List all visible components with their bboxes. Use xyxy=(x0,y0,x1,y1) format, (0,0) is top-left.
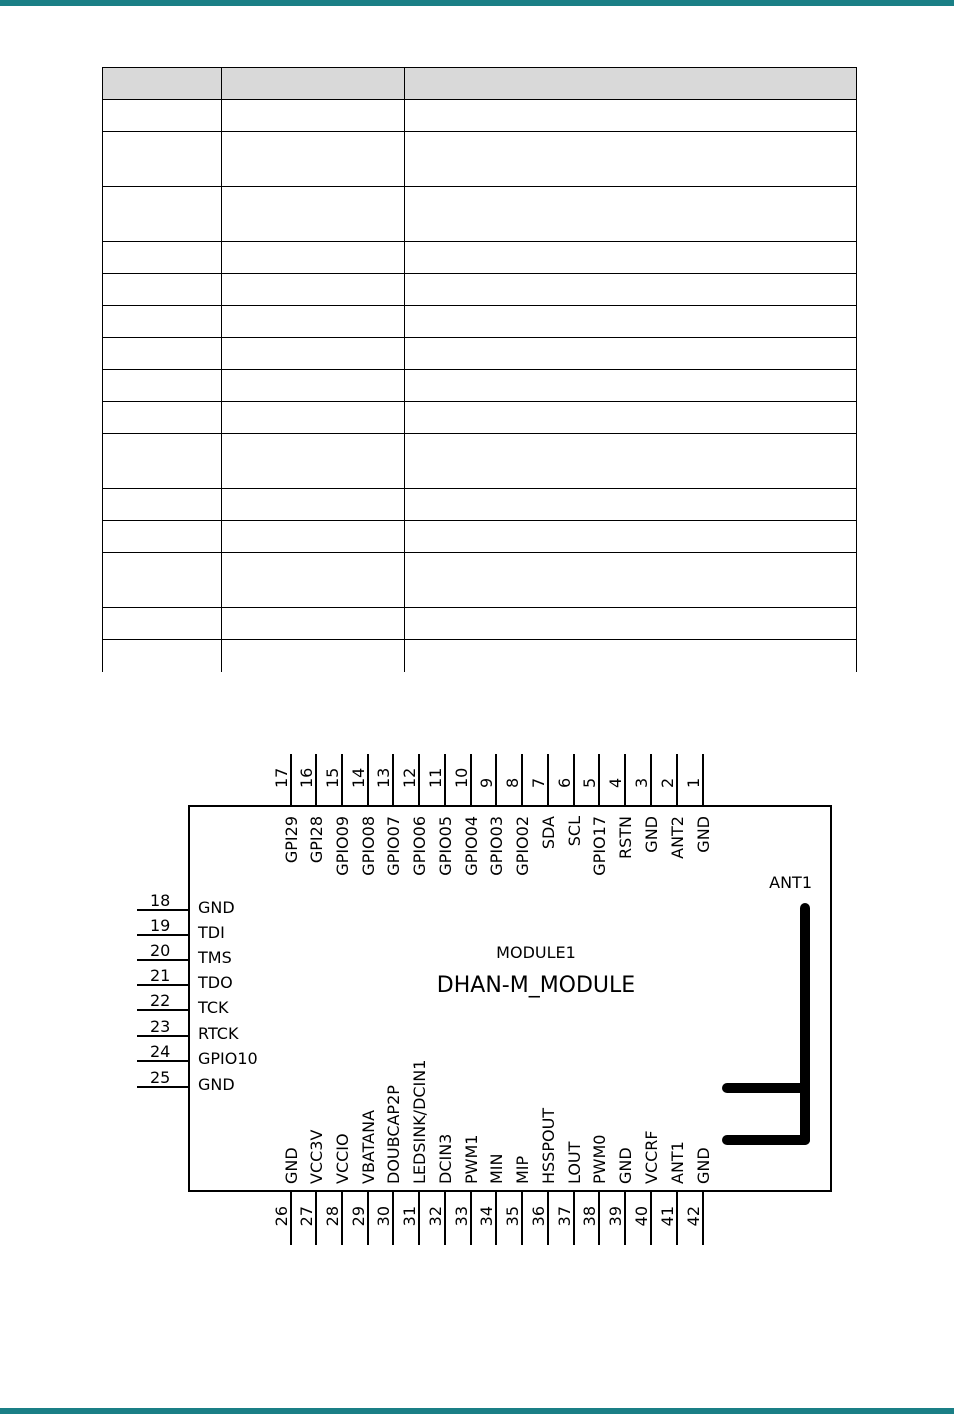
pin-number: 13 xyxy=(374,767,393,788)
pin-label: PWM0 xyxy=(590,1134,609,1184)
pin-label: ANT1 xyxy=(668,1141,687,1184)
table-row xyxy=(103,608,857,640)
pin-number: 36 xyxy=(529,1206,548,1227)
pin-number: 25 xyxy=(150,1068,171,1087)
pin-label: TCK xyxy=(198,998,229,1017)
pin-label: TDI xyxy=(198,923,225,942)
table-row xyxy=(103,402,857,434)
pin-number: 38 xyxy=(580,1206,599,1227)
pin-number: 6 xyxy=(555,777,574,788)
pin-label: GPIO07 xyxy=(384,816,403,876)
table-row xyxy=(103,489,857,521)
pin-number: 10 xyxy=(452,767,471,788)
table-cell xyxy=(222,402,405,434)
pin-label: RTCK xyxy=(198,1024,239,1043)
table-cell xyxy=(103,608,222,640)
table-cell xyxy=(405,640,857,673)
pin-label: VBATANA xyxy=(359,1109,378,1184)
pin-label: MIP xyxy=(513,1155,532,1184)
pin-label: LOUT xyxy=(565,1141,584,1184)
table-cell xyxy=(103,338,222,370)
top-pin-group xyxy=(272,754,713,876)
table-cell xyxy=(405,402,857,434)
table-cell xyxy=(222,132,405,187)
pin-label: SDA xyxy=(539,816,558,850)
bottom-pin-group xyxy=(272,1060,713,1245)
pin-label: GPIO03 xyxy=(487,816,506,876)
pin-label: ANT2 xyxy=(668,816,687,859)
table-cell xyxy=(222,370,405,402)
table-row xyxy=(103,187,857,242)
table-cell xyxy=(405,306,857,338)
table-cell xyxy=(405,608,857,640)
pin-number: 1 xyxy=(684,777,703,788)
pin-number: 29 xyxy=(349,1206,368,1227)
table-header-cell xyxy=(103,68,222,100)
pin-number: 4 xyxy=(606,777,625,788)
table-cell xyxy=(222,306,405,338)
pin-label: SCL xyxy=(565,816,584,847)
pin-label: GPIO02 xyxy=(513,816,532,876)
table-cell xyxy=(222,489,405,521)
pin-label: GND xyxy=(282,1147,301,1184)
pin-label: VCCRF xyxy=(642,1130,661,1184)
pin-number: 7 xyxy=(529,777,548,788)
table-cell xyxy=(405,274,857,306)
pin-label: GPIO05 xyxy=(436,816,455,876)
table-cell xyxy=(103,100,222,132)
table-row xyxy=(103,132,857,187)
table-cell xyxy=(222,242,405,274)
left-pin-group xyxy=(137,891,258,1094)
pin-label: GND xyxy=(694,816,713,853)
table-cell xyxy=(222,338,405,370)
table-cell xyxy=(405,100,857,132)
pin-label: TMS xyxy=(198,948,232,967)
pin-number: 22 xyxy=(150,991,171,1010)
pin-label: DOUBCAP2P xyxy=(384,1085,403,1184)
pin-number: 5 xyxy=(580,777,599,788)
table-cell xyxy=(405,489,857,521)
pin-number: 21 xyxy=(150,966,171,985)
pin-number: 2 xyxy=(658,777,677,788)
table-row xyxy=(103,434,857,489)
pin-number: 41 xyxy=(658,1206,677,1227)
pin-number: 11 xyxy=(426,767,445,788)
module-name-label: DHAN-M_MODULE xyxy=(436,973,636,998)
table-cell xyxy=(222,640,405,673)
pin-label: GPI28 xyxy=(307,816,326,864)
pin-number: 32 xyxy=(426,1206,445,1227)
table-cell xyxy=(222,434,405,489)
pin-label: GND xyxy=(694,1147,713,1184)
pin-description-table xyxy=(102,67,857,672)
pin-label: GPIO17 xyxy=(590,816,609,876)
table-cell xyxy=(222,100,405,132)
pin-label: MIN xyxy=(487,1153,506,1184)
pin-number: 42 xyxy=(684,1206,703,1227)
pin-number: 34 xyxy=(477,1206,496,1227)
pin-number: 26 xyxy=(272,1206,291,1227)
table-cell xyxy=(103,521,222,553)
table-cell xyxy=(222,187,405,242)
table-cell xyxy=(405,132,857,187)
table-cell xyxy=(405,370,857,402)
table-row xyxy=(103,100,857,132)
pin-label: GPIO10 xyxy=(198,1049,258,1068)
pin-label: GPIO09 xyxy=(333,816,352,876)
table-cell xyxy=(103,370,222,402)
table-cell xyxy=(103,640,222,673)
pin-label: DCIN3 xyxy=(436,1133,455,1184)
table-header-row xyxy=(103,68,857,100)
module-pinout-diagram xyxy=(0,740,954,1260)
pin-label: GPI29 xyxy=(282,816,301,864)
pin-label: GPIO06 xyxy=(410,816,429,876)
pin-number: 12 xyxy=(400,767,419,788)
pin-number: 28 xyxy=(323,1206,342,1227)
module-reference-label: MODULE1 xyxy=(496,943,576,962)
table-row xyxy=(103,306,857,338)
table-row xyxy=(103,521,857,553)
table-cell xyxy=(222,608,405,640)
pin-number: 16 xyxy=(297,767,316,788)
table-row xyxy=(103,640,857,673)
pin-number: 3 xyxy=(632,777,651,788)
pin-label: VCCIO xyxy=(333,1133,352,1184)
table-row xyxy=(103,338,857,370)
pin-label: GND xyxy=(198,1075,235,1094)
table-row xyxy=(103,242,857,274)
pin-number: 24 xyxy=(150,1042,171,1061)
table-cell xyxy=(103,489,222,521)
pin-label: GPIO04 xyxy=(462,816,481,876)
pin-number: 19 xyxy=(150,916,171,935)
pin-label: GPIO08 xyxy=(359,816,378,876)
pin-number: 37 xyxy=(555,1206,574,1227)
pin-number: 17 xyxy=(272,767,291,788)
bottom-accent-bar xyxy=(0,1408,954,1414)
antenna-symbol xyxy=(727,908,805,1140)
table-cell xyxy=(103,434,222,489)
table-cell xyxy=(103,242,222,274)
table-cell xyxy=(222,553,405,608)
pin-number: 23 xyxy=(150,1017,171,1036)
table-cell xyxy=(103,402,222,434)
table-cell xyxy=(222,521,405,553)
pin-number: 27 xyxy=(297,1206,316,1227)
pin-number: 14 xyxy=(349,767,368,788)
pin-label: HSSPOUT xyxy=(539,1107,558,1184)
pin-number: 40 xyxy=(632,1206,651,1227)
pin-number: 18 xyxy=(150,891,171,910)
pin-number: 8 xyxy=(503,777,522,788)
pin-label: GND xyxy=(198,898,235,917)
pin-number: 9 xyxy=(477,777,496,788)
pin-number: 30 xyxy=(374,1206,393,1227)
pin-label: GND xyxy=(642,816,661,853)
table-row xyxy=(103,553,857,608)
table-cell xyxy=(405,521,857,553)
table-row xyxy=(103,370,857,402)
table-cell xyxy=(103,553,222,608)
table-header-cell xyxy=(222,68,405,100)
table-row xyxy=(103,274,857,306)
table-cell xyxy=(405,187,857,242)
pin-number: 39 xyxy=(606,1206,625,1227)
antenna-label: ANT1 xyxy=(769,873,812,892)
pin-number: 33 xyxy=(452,1206,471,1227)
pin-number: 20 xyxy=(150,941,171,960)
pin-label: PWM1 xyxy=(462,1134,481,1184)
table-cell xyxy=(405,434,857,489)
top-accent-bar xyxy=(0,0,954,6)
pin-label: GND xyxy=(616,1147,635,1184)
table-header-cell xyxy=(405,68,857,100)
pin-label: TDO xyxy=(198,973,233,992)
table-cell xyxy=(103,187,222,242)
pin-number: 35 xyxy=(503,1206,522,1227)
pin-number: 15 xyxy=(323,767,342,788)
table-cell xyxy=(103,306,222,338)
pin-label: LEDSINK/DCIN1 xyxy=(410,1059,429,1184)
table-cell xyxy=(103,132,222,187)
table-cell xyxy=(405,553,857,608)
table-cell xyxy=(405,242,857,274)
table-cell xyxy=(222,274,405,306)
table-cell xyxy=(405,338,857,370)
table-cell xyxy=(103,274,222,306)
pin-label: VCC3V xyxy=(307,1129,326,1184)
pin-label: RSTN xyxy=(616,816,635,860)
pin-number: 31 xyxy=(400,1206,419,1227)
